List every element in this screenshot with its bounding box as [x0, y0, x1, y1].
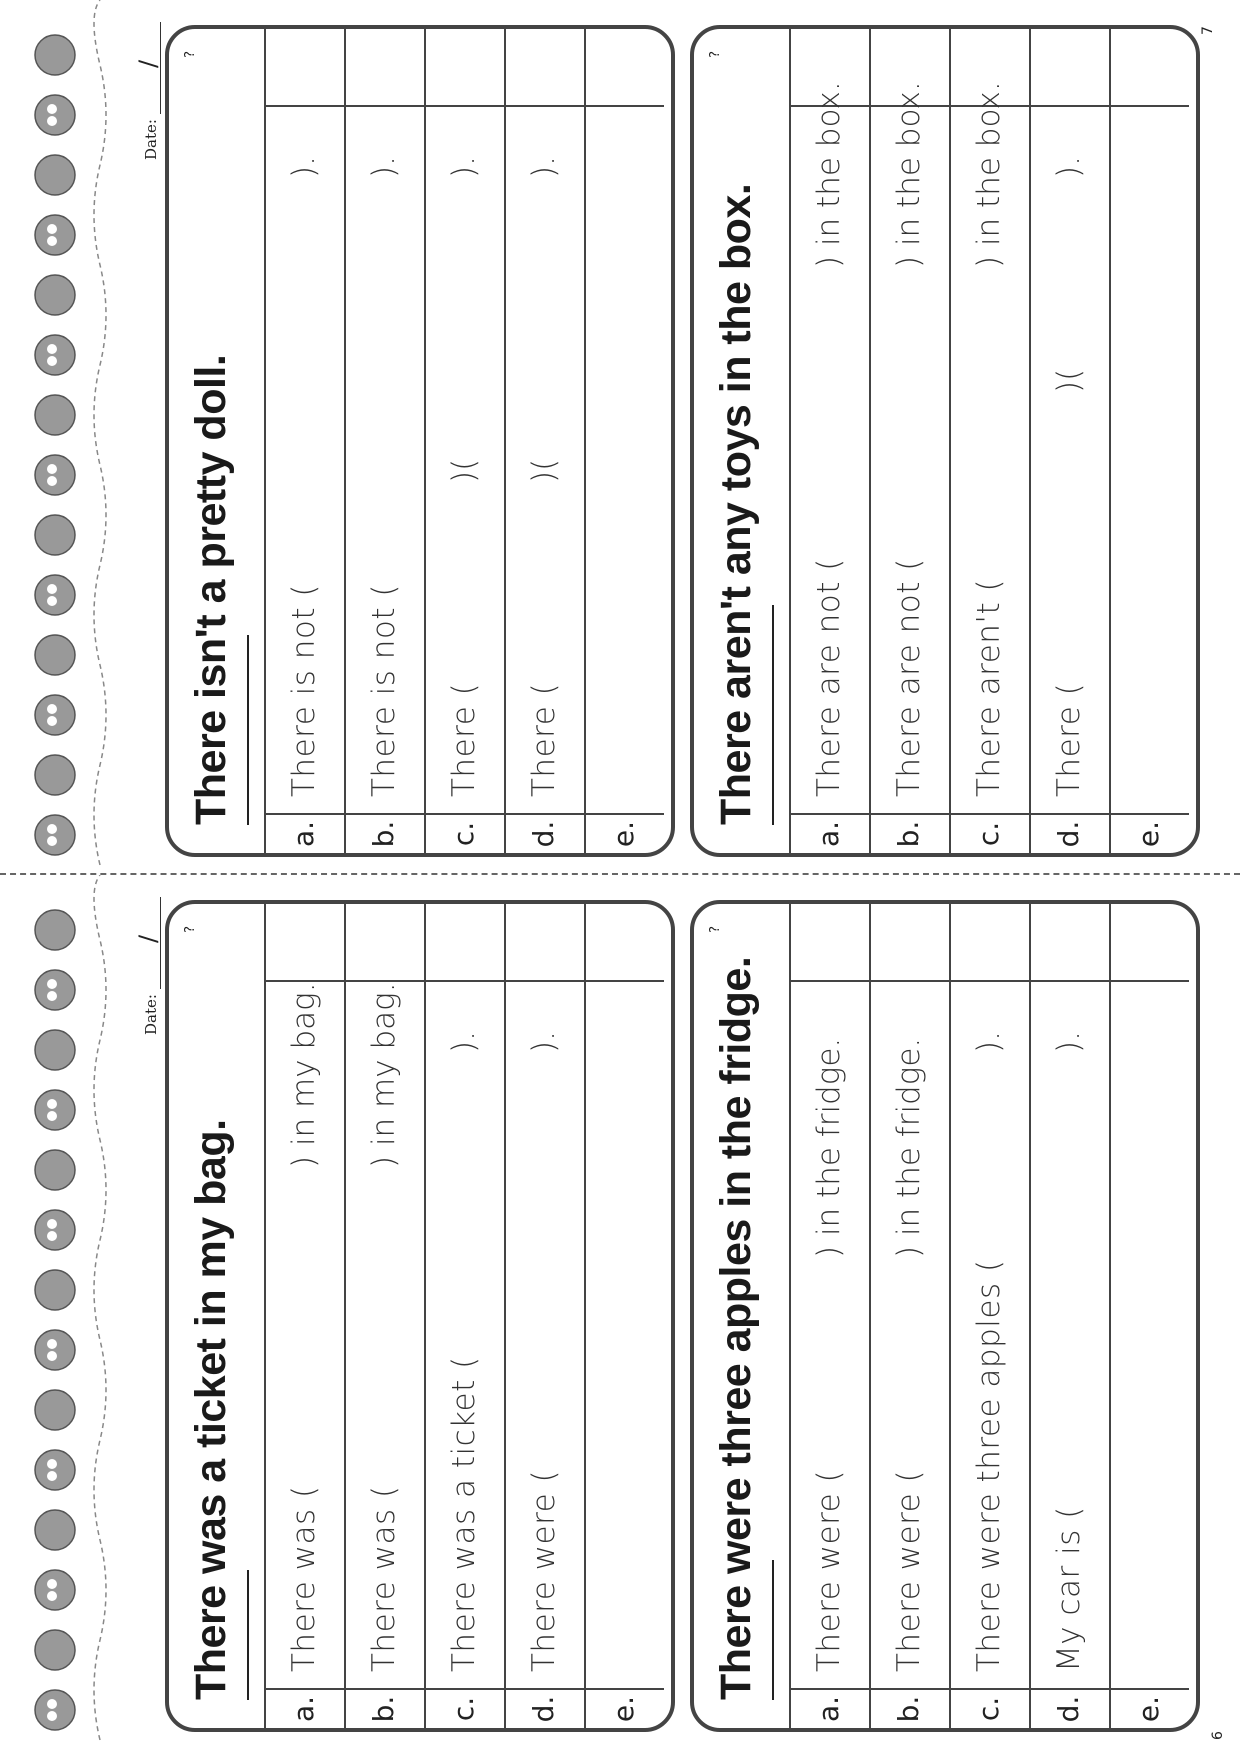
exercise-card-ticket: [165, 900, 675, 1732]
date-field[interactable]: [128, 895, 168, 1035]
page-number: 6: [1210, 1731, 1226, 1740]
row-label: b.: [346, 1688, 424, 1728]
sentence-middle: )(: [526, 458, 562, 483]
row-label: e.: [1111, 813, 1189, 853]
sentence-prefix: There was (: [286, 1485, 322, 1672]
exercise-row: [1029, 29, 1109, 853]
worksheet-page-6: [0, 875, 1240, 1750]
sentence-middle: )(: [1051, 368, 1087, 393]
answer-line[interactable]: [871, 81, 949, 813]
check-box[interactable]: [426, 29, 504, 107]
check-box[interactable]: [1111, 29, 1189, 107]
sentence-middle: )(: [446, 458, 482, 483]
check-box[interactable]: [1031, 904, 1109, 982]
date-label: Date:: [142, 119, 160, 160]
check-box[interactable]: [506, 29, 584, 107]
check-box[interactable]: [1111, 904, 1189, 982]
date-field[interactable]: [128, 20, 168, 160]
sentence-suffix: ) in the fridge.: [811, 1037, 847, 1258]
sentence-prefix: There was a ticket (: [446, 1356, 482, 1672]
exercise-row: [264, 29, 344, 853]
exercise-row: [789, 904, 869, 1728]
sentence-prefix: There were (: [891, 1469, 927, 1672]
row-label: d.: [1031, 813, 1109, 853]
row-label: c.: [426, 813, 504, 853]
row-label: c.: [426, 1688, 504, 1728]
answer-line[interactable]: [586, 107, 664, 813]
title-underline: [772, 1560, 774, 1700]
date-label: Date:: [142, 994, 160, 1035]
row-label: e.: [586, 1688, 664, 1728]
exercise-row: [264, 904, 344, 1728]
check-box[interactable]: [506, 904, 584, 982]
check-box[interactable]: [871, 904, 949, 982]
sentence-suffix: ).: [366, 156, 402, 178]
row-label: d.: [506, 813, 584, 853]
check-box[interactable]: [346, 29, 424, 107]
sentence-suffix: ).: [446, 156, 482, 178]
check-box[interactable]: [266, 29, 344, 107]
exercise-row: [504, 29, 584, 853]
exercise-row: [869, 29, 949, 853]
answer-line[interactable]: [1031, 982, 1109, 1688]
exercise-row: [424, 29, 504, 853]
exercise-row: [344, 904, 424, 1728]
check-box[interactable]: [1031, 29, 1109, 107]
exercise-card-doll: [165, 25, 675, 857]
answer-line[interactable]: [791, 982, 869, 1688]
sentence-suffix: ) in the box.: [811, 81, 847, 268]
sentence-suffix: ) in the box.: [971, 81, 1007, 268]
question-mark: ?: [708, 51, 723, 58]
sentence-suffix: ) in the fridge.: [891, 1037, 927, 1258]
exercise-row: [949, 29, 1029, 853]
sentence-prefix: There are not (: [811, 558, 847, 797]
exercise-row: [424, 904, 504, 1728]
row-label: a.: [791, 813, 869, 853]
exercise-row: [344, 29, 424, 853]
row-label: d.: [1031, 1688, 1109, 1728]
row-label: a.: [791, 1688, 869, 1728]
question-mark: ?: [708, 926, 723, 933]
answer-line[interactable]: [426, 107, 504, 813]
row-label: c.: [951, 813, 1029, 853]
row-label: a.: [266, 813, 344, 853]
sentence-suffix: ) in the box.: [891, 81, 927, 268]
exercise-row: [869, 904, 949, 1728]
date-line: [160, 22, 161, 114]
check-box[interactable]: [586, 29, 664, 107]
sentence-suffix: ).: [286, 156, 322, 178]
question-mark: ?: [183, 51, 198, 58]
sentence-suffix: ).: [446, 1031, 482, 1053]
check-box[interactable]: [951, 904, 1029, 982]
answer-line[interactable]: [586, 982, 664, 1688]
answer-line[interactable]: [346, 107, 424, 813]
answer-line[interactable]: [1111, 982, 1189, 1688]
card-title: There were three apples in the fridge.: [712, 956, 760, 1700]
answer-line[interactable]: [871, 982, 949, 1688]
sentence-suffix: ) in my bag.: [286, 982, 322, 1168]
sentence-prefix: There are not (: [891, 558, 927, 797]
row-label: b.: [871, 1688, 949, 1728]
answer-line[interactable]: [951, 982, 1029, 1688]
row-label: a.: [266, 1688, 344, 1728]
answer-line[interactable]: [266, 982, 344, 1688]
answer-line[interactable]: [1111, 107, 1189, 813]
check-box[interactable]: [266, 904, 344, 982]
date-line: [160, 897, 161, 989]
answer-line[interactable]: [506, 982, 584, 1688]
answer-line[interactable]: [426, 982, 504, 1688]
sentence-prefix: There (: [446, 682, 482, 797]
answer-line[interactable]: [266, 107, 344, 813]
sentence-prefix: There is not (: [286, 584, 322, 797]
row-label: e.: [1111, 1688, 1189, 1728]
cut-line-divider: [0, 873, 1240, 875]
sentence-prefix: There (: [526, 682, 562, 797]
sentence-prefix: There were three apples (: [971, 1259, 1007, 1672]
page-number: 7: [1200, 26, 1216, 35]
sentence-prefix: There were (: [526, 1469, 562, 1672]
check-box[interactable]: [586, 904, 664, 982]
exercise-row: [584, 904, 664, 1728]
row-label: c.: [951, 1688, 1029, 1728]
row-label: e.: [586, 813, 664, 853]
card-title: There was a ticket in my bag.: [187, 1119, 235, 1700]
exercise-row: [1029, 904, 1109, 1728]
exercise-card-apples: [690, 900, 1200, 1732]
sentence-prefix: There aren't (: [971, 578, 1007, 797]
row-label: b.: [346, 813, 424, 853]
answer-line[interactable]: [506, 107, 584, 813]
date-separator: /: [134, 59, 162, 68]
answer-line[interactable]: [791, 81, 869, 813]
card-title: There aren't any toys in the box.: [712, 183, 760, 825]
check-box[interactable]: [346, 904, 424, 982]
exercise-row: [504, 904, 584, 1728]
sentence-prefix: There (: [1051, 682, 1087, 797]
question-mark: ?: [183, 926, 198, 933]
sentence-suffix: ).: [526, 1031, 562, 1053]
sentence-prefix: There was (: [366, 1485, 402, 1672]
row-label: b.: [871, 813, 949, 853]
exercise-row: [789, 29, 869, 853]
sentence-suffix: ) in my bag.: [366, 982, 402, 1168]
answer-line[interactable]: [346, 982, 424, 1688]
sentence-prefix: My car is (: [1051, 1506, 1087, 1672]
check-box[interactable]: [791, 904, 869, 982]
date-separator: /: [134, 934, 162, 943]
sentence-prefix: There were (: [811, 1469, 847, 1672]
exercise-row: [584, 29, 664, 853]
title-underline: [247, 635, 249, 825]
sentence-prefix: There is not (: [366, 584, 402, 797]
exercise-row: [949, 904, 1029, 1728]
sentence-suffix: ).: [971, 1031, 1007, 1053]
row-label: d.: [506, 1688, 584, 1728]
title-underline: [247, 1570, 249, 1700]
answer-line[interactable]: [1031, 107, 1109, 813]
exercise-row: [1109, 29, 1189, 853]
exercise-card-toys: [690, 25, 1200, 857]
sentence-suffix: ).: [1051, 1031, 1087, 1053]
answer-line[interactable]: [951, 81, 1029, 813]
alien-decoration-border: [0, 0, 115, 875]
title-underline: [772, 605, 774, 825]
exercise-row: [1109, 904, 1189, 1728]
sentence-suffix: ).: [1051, 156, 1087, 178]
card-title: There isn't a pretty doll.: [187, 354, 235, 825]
check-box[interactable]: [426, 904, 504, 982]
alien-decoration-border: [0, 875, 115, 1750]
sentence-suffix: ).: [526, 156, 562, 178]
